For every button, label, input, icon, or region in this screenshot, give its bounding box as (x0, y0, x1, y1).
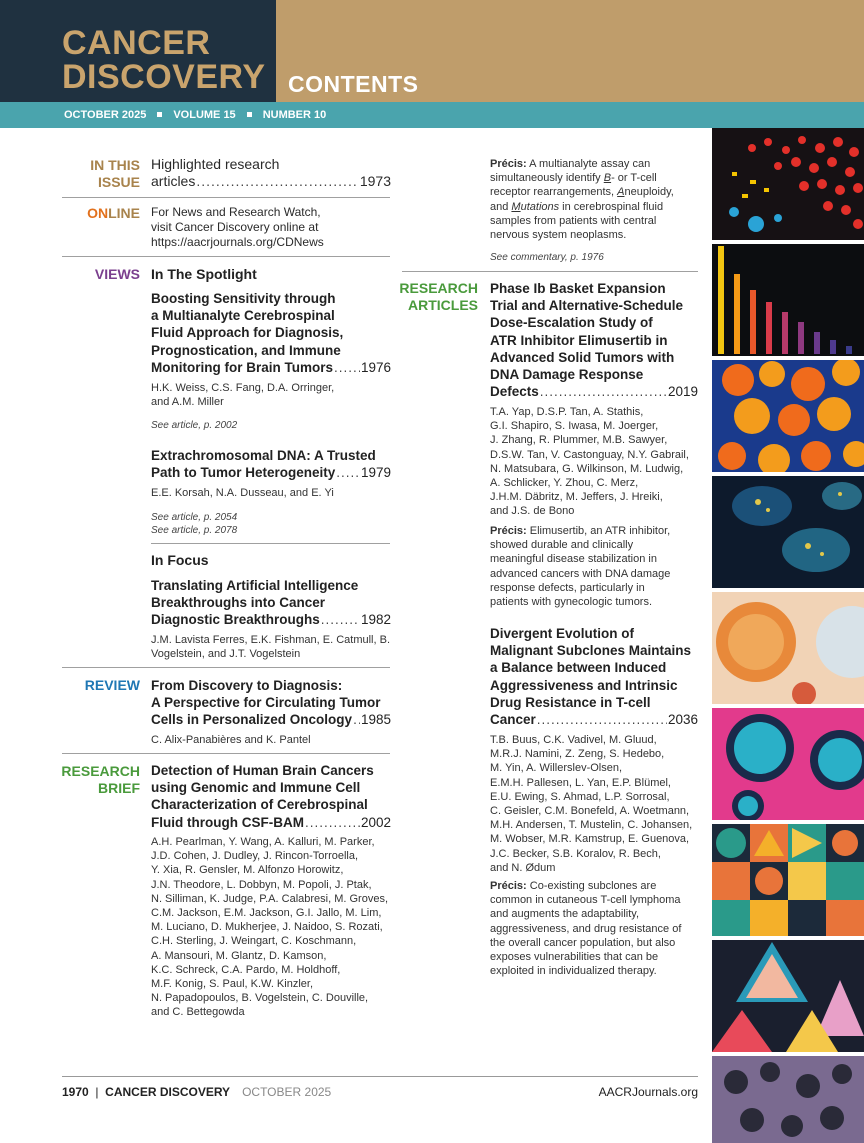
divider (62, 197, 390, 198)
footer-divider (62, 1076, 698, 1077)
in-this-issue-text-line2: articles (151, 173, 196, 189)
title-line: Fluid Approach for Diagnosis, (151, 325, 344, 341)
title-line: Defects (490, 384, 539, 400)
cover-art-panel-2 (712, 244, 864, 356)
cover-art-panel-1 (712, 128, 864, 240)
contents-title: CONTENTS (288, 71, 419, 97)
page-number: 2019 (667, 384, 698, 400)
journal-name (62, 26, 266, 94)
precis-text: nervous system neoplasms. (490, 229, 627, 242)
precis-text: aggressiveness, and drug resistance of (490, 922, 682, 935)
author-line: M.H. Andersen, T. Mustelin, C. Johansen, (490, 819, 693, 832)
author-line: J.C. Becker, S.B. Koralov, R. Bech, (490, 847, 661, 860)
cover-art-panel-6 (712, 708, 864, 820)
precis-text: meaningful disease stabilization in (490, 553, 657, 566)
page-number: 1973 (359, 173, 391, 189)
author-line: G.I. Shapiro, S. Iwasa, M. Joerger, (490, 420, 659, 433)
review-label: REVIEW (84, 677, 140, 693)
views-article-1-title[interactable] (151, 290, 391, 376)
issue-info (64, 108, 326, 122)
author-line: N. Silliman, K. Judge, P.A. Calabresi, M. Groves, (151, 892, 388, 905)
author-line: and A.M. Miller (151, 396, 224, 409)
review-article-title[interactable] (151, 677, 391, 729)
title-line: Phase Ib Basket Expansion (490, 281, 666, 296)
divider (62, 667, 390, 668)
author-line: J.M. Lavista Ferres, E.K. Fishman, E. Catmull, B. (151, 634, 391, 646)
leader-dots (196, 173, 358, 190)
author-line: and N. Ødum (490, 861, 556, 874)
title-line: Malignant Subclones Maintains (490, 643, 692, 659)
precis-text: Elimusertib, an ATR inhibitor, (529, 525, 671, 537)
cover-art-panel-9 (712, 1056, 864, 1143)
online-text-line: For News and Research Watch, (151, 205, 321, 219)
leader-dots (540, 383, 667, 400)
issue-volume: VOLUME 15 (173, 109, 236, 121)
title-line: A Perspective for Circulating Tumor (151, 695, 381, 711)
spotlight-heading: In The Spotlight (151, 266, 257, 282)
research-brief-title[interactable] (151, 762, 391, 831)
title-line: Drug Resistance in T-cell (490, 694, 651, 710)
research-brief-label (40, 763, 140, 797)
author-line: M. Luciano, D. Mukherjee, J. Naidoo, S. Rozati, (151, 921, 383, 934)
views-article-2-title[interactable] (151, 447, 391, 481)
precis-text: common in cutaneous T-cell lymphoma (490, 894, 681, 907)
title-line: Cells in Personalized Oncology (151, 712, 353, 728)
page-number: 2002 (360, 814, 391, 830)
cover-art-panel-4 (712, 476, 864, 588)
views-article-1-authors (151, 381, 391, 409)
precis-label: Précis: (490, 880, 527, 892)
divider (402, 271, 698, 272)
author-line: J.H.M. Däbritz, M. Jeffers, J. Hreiki, (490, 491, 663, 504)
author-line: M.F. Konig, S. Paul, K.W. Kinzler, (151, 978, 314, 991)
title-line: Characterization of Cerebrospinal (151, 797, 368, 813)
issue-month: OCTOBER 2025 (64, 109, 147, 121)
divider (62, 753, 390, 754)
in-this-issue-entry[interactable] (151, 156, 391, 190)
title-line: Dose-Escalation Study of (490, 315, 653, 331)
title-line: Boosting Sensitivity through (151, 291, 336, 306)
research-brief-see: See commentary, p. 1976 (490, 252, 604, 263)
cover-art-panel-8 (712, 940, 864, 1052)
precis-text: patients with gynecologic tumors. (490, 596, 653, 609)
author-line: T.A. Yap, D.S.P. Tan, A. Stathis, (490, 406, 644, 418)
research-article-2-precis (490, 879, 705, 978)
author-line: C.M. Jackson, E.M. Jackson, G.I. Jallo, M. Lim, (151, 907, 382, 920)
precis-text: - or T-cell (611, 172, 657, 185)
author-line: C. Geisler, C.M. Bonefeld, A. Woetmann, (490, 805, 690, 818)
author-line: Vogelstein, and J.T. Vogelstein (151, 648, 301, 661)
in-this-issue-text-line1: Highlighted research (151, 156, 280, 172)
views-label: VIEWS (94, 266, 140, 282)
research-article-2-title[interactable] (490, 625, 698, 728)
leader-dots (305, 814, 360, 831)
leader-dots (334, 359, 360, 376)
footer-left: 1970 | CANCER DISCOVERY OCTOBER 2025 (62, 1085, 332, 1099)
precis-emphasis: M (511, 200, 521, 213)
research-article-1-title[interactable] (490, 280, 698, 400)
title-line: Cancer (490, 712, 536, 728)
footer-site-link[interactable]: AACRJournals.org (598, 1085, 698, 1099)
page-number: 1985 (360, 712, 391, 728)
in-this-issue-label (40, 157, 140, 191)
label-line: BRIEF (98, 780, 140, 796)
views-article-2-authors: E.E. Korsah, N.A. Dusseau, and E. Yi (151, 487, 334, 499)
title-line: Breakthroughs into Cancer (151, 595, 326, 611)
precis-text: and augments the adaptability, (490, 908, 640, 921)
author-line: J.D. Cohen, J. Dudley, J. Rincon-Torroella, (151, 850, 359, 863)
title-line: a Balance between Induced (490, 660, 667, 676)
title-line: Fluid through CSF-BAM (151, 814, 304, 830)
title-line: Prognostication, and Immune (151, 342, 341, 358)
research-brief-precis (490, 157, 705, 242)
separator-square (157, 112, 162, 117)
in-this-issue-label-line1: IN THIS (90, 157, 140, 173)
title-line: Monitoring for Brain Tumors (151, 359, 333, 375)
title-line: Aggressiveness and Intrinsic (490, 677, 678, 693)
author-line: C.H. Sterling, J. Weingart, C. Koschmann, (151, 935, 357, 948)
views-article-3-title[interactable] (151, 577, 391, 629)
precis-text: Co-existing subclones are (529, 880, 657, 892)
footer-journal: CANCER DISCOVERY (105, 1085, 231, 1099)
divider (62, 256, 390, 257)
author-line: N. Matsubara, G. Wilkinson, M. Ludwig, (490, 462, 684, 475)
online-label-on: ON (87, 205, 109, 221)
author-line: E.M.H. Pallesen, L. Yan, E.P. Blümel, (490, 776, 671, 789)
in-focus-heading: In Focus (151, 552, 209, 568)
title-line: ATR Inhibitor Elimusertib in (490, 332, 668, 348)
research-article-1-authors (490, 405, 705, 519)
title-line: Path to Tumor Heterogeneity (151, 465, 336, 481)
in-this-issue-label-line2: ISSUE (97, 174, 140, 190)
title-line: Diagnostic Breakthroughs (151, 612, 320, 628)
online-label-line: LINE (108, 205, 140, 221)
title-line: From Discovery to Diagnosis: (151, 678, 343, 693)
title-line: Divergent Evolution of (490, 626, 635, 641)
title-line: a Multianalyte Cerebrospinal (151, 308, 335, 324)
online-text (151, 205, 391, 250)
views-article-2-see (151, 511, 237, 537)
page-number: 2036 (667, 712, 698, 728)
research-article-1-precis (490, 524, 705, 609)
precis-text: exploited in individualized therapy. (490, 965, 657, 978)
cover-art-panel-7 (712, 824, 864, 936)
precis-text: advanced cancers with DNA damage (490, 567, 671, 580)
author-line: M. Wobser, M.R. Kamstrup, E. Guenova, (490, 833, 690, 846)
see-line: See article, p. 2078 (151, 525, 238, 536)
online-url[interactable]: https://aacrjournals.org/CDNews (151, 235, 324, 249)
leader-dots (537, 711, 667, 728)
views-article-1-see: See article, p. 2002 (151, 420, 238, 431)
precis-text: showed durable and clinically (490, 539, 634, 552)
author-line: M.R.J. Namini, Z. Zeng, S. Hedebo, (490, 748, 665, 761)
journal-name-line2: DISCOVERY (62, 58, 266, 96)
research-article-2-authors (490, 733, 705, 875)
label-line: RESEARCH (61, 763, 140, 779)
author-line: K.C. Schreck, C.A. Pardo, M. Holdhoff, (151, 963, 341, 976)
author-line: M. Yin, A. Willerslev-Olsen, (490, 762, 623, 775)
label-line: RESEARCH (399, 280, 478, 296)
author-line: E.U. Ewing, S. Ahmad, L.P. Sorrosal, (490, 790, 670, 803)
precis-text: neuploidy, (624, 186, 674, 199)
author-line: N. Papadopoulos, B. Vogelstein, C. Douville, (151, 992, 369, 1005)
author-line: A. Mansouri, M. Glantz, D. Kamson, (151, 949, 327, 962)
issue-number: NUMBER 10 (262, 109, 327, 121)
author-line: H.K. Weiss, C.S. Fang, D.A. Orringer, (151, 382, 335, 394)
precis-label: Précis: (490, 525, 527, 537)
precis-emphasis: utations (520, 200, 560, 213)
title-line: Translating Artificial Intelligence (151, 578, 359, 593)
author-line: Y. Xia, R. Gensler, M. Alfonzo Horowitz, (151, 864, 344, 877)
precis-text: and (490, 200, 512, 213)
author-line: and J.S. de Bono (490, 505, 575, 518)
online-label (40, 205, 140, 222)
title-line: Trial and Alternative-Schedule (490, 298, 684, 314)
page-number: 1982 (360, 612, 391, 628)
author-line: A.H. Pearlman, Y. Wang, A. Kalluri, M. Parker, (151, 836, 375, 848)
precis-emphasis: B (603, 172, 612, 185)
footer-page-number: 1970 (62, 1085, 89, 1099)
views-article-3-authors (151, 633, 391, 661)
leader-dots (336, 464, 360, 481)
page-number: 1979 (360, 465, 391, 481)
author-line: D.S.W. Tan, V. Castonguay, N.Y. Gabrail, (490, 448, 689, 461)
see-line: See article, p. 2054 (151, 512, 238, 523)
footer-date: OCTOBER 2025 (242, 1085, 332, 1099)
precis-text: A multianalyte assay can (529, 158, 651, 170)
online-text-line: visit Cancer Discovery online at (151, 220, 319, 234)
title-line: Advanced Solid Tumors with (490, 349, 675, 365)
title-line: Detection of Human Brain Cancers (151, 763, 374, 778)
precis-label: Précis: (490, 158, 527, 170)
cover-art-panel-5 (712, 592, 864, 704)
title-line: DNA Damage Response (490, 367, 644, 383)
leader-dots (321, 611, 360, 628)
divider (151, 543, 390, 544)
title-line: Extrachromosomal DNA: A Trusted (151, 448, 376, 463)
precis-text: exposes vulnerabilities that can be (490, 951, 659, 964)
precis-text: response defects, particularly in (490, 581, 645, 594)
precis-text: samples from patients with central (490, 214, 657, 227)
author-line: J. Zhang, R. Plummer, M.B. Sawyer, (490, 434, 668, 447)
page-number: 1976 (360, 359, 391, 375)
journal-name-line1: CANCER (62, 24, 211, 62)
leader-dots (353, 711, 360, 728)
research-articles-label (380, 280, 478, 314)
review-article-authors: C. Alix-Panabières and K. Pantel (151, 734, 311, 746)
cover-art-panel-3 (712, 360, 864, 472)
title-line: using Genomic and Immune Cell (151, 780, 361, 796)
precis-emphasis: A (617, 186, 625, 199)
precis-text: receptor rearrangements, (490, 186, 618, 199)
label-line: ARTICLES (408, 297, 478, 313)
author-line: T.B. Buus, C.K. Vadivel, M. Gluud, (490, 734, 657, 746)
research-brief-authors (151, 835, 396, 1020)
separator-square (247, 112, 252, 117)
precis-text: in cerebrospinal fluid (559, 200, 664, 213)
author-line: A. Schlicker, Y. Zhou, C. Merz, (490, 477, 639, 490)
precis-text: simultaneously identify (490, 172, 604, 185)
precis-text: the overall cancer population, but also (490, 936, 676, 949)
author-line: J.N. Theodore, L. Dobbyn, M. Popoli, J. Ptak, (151, 878, 372, 891)
author-line: and C. Bettegowda (151, 1006, 245, 1019)
